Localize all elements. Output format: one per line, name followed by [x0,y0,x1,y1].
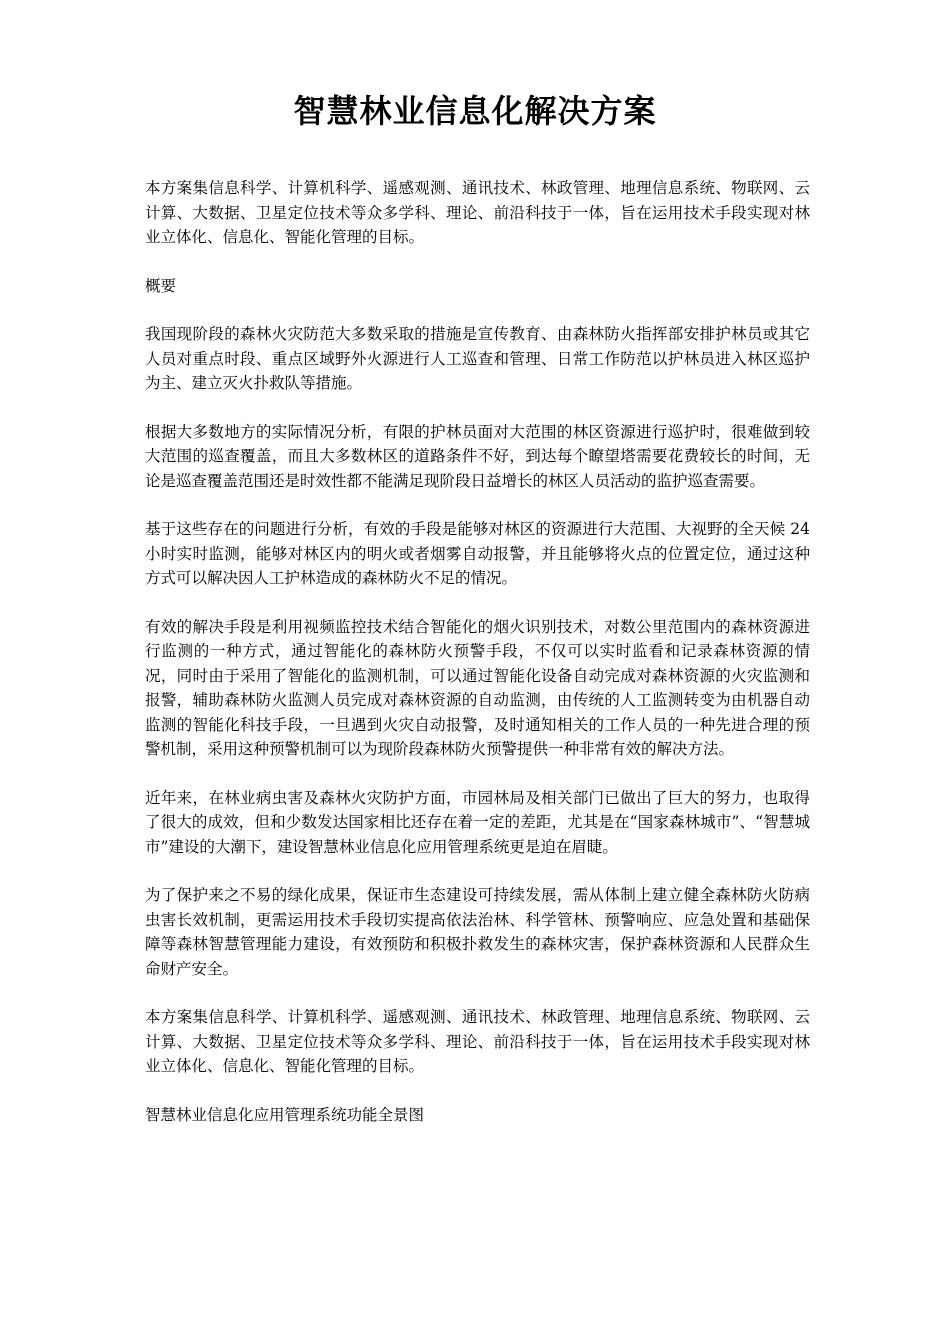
body-paragraph: 根据大多数地方的实际情况分析，有限的护林员面对大范围的林区资源进行巡护时，很难做到较大范围的巡查覆盖，而且大多数林区的道路条件不好，到达每个瞭望塔需要花费较长的时间，无论是巡查覆盖范围还是时效性都不能满足现阶段日益增长的林区人员活动的监护巡查需要。 [145,422,810,490]
body-paragraph: 有效的解决手段是利用视频监控技术结合智能化的烟火识别技术，对数公里范围内的森林资源进行监测的一种方式，通过智能化的森林防火预警手段，不仅可以实时监看和记录森林资源的情况，同时由于采用了智能化的监测机制，可以通过智能化设备自动完成对森林资源的火灾监测和报警，辅助森林防火监测人员完成对森林资源的自动监测，由传统的人工监测转变为由机器自动监测的智能化科技手段，一旦遇到火灾自动报警，及时通知相关的工作人员的一种先进合理的预警机制，采用这种预警机制可以为现阶段森林防火预警提供一种非常有效的解决方法。 [145,617,810,758]
section-heading-overview: 概要 [145,276,177,295]
intro-paragraph: 本方案集信息科学、计算机科学、遥感观测、通讯技术、林政管理、地理信息系统、物联网、云计算、大数据、卫星定位技术等众多学科、理论、前沿科技于一体，旨在运用技术手段实现对林业立体化、信息化、智能化管理的目标。 [145,179,810,246]
body-paragraph: 我国现阶段的森林火灾防范大多数采取的措施是宣传教育、由森林防火指挥部安排护林员或其它人员对重点时段、重点区域野外火源进行人工巡查和管理、日常工作防范以护林员进入林区巡护为主、建立灭火扑救队等措施。 [145,325,810,392]
figure-caption: 智慧林业信息化应用管理系统功能全景图 [145,1105,425,1124]
body-paragraph: 本方案集信息科学、计算机科学、遥感观测、通讯技术、林政管理、地理信息系统、物联网、云计算、大数据、卫星定位技术等众多学科、理论、前沿科技于一体，旨在运用技术手段实现对林业立体化、信息化、智能化管理的目标。 [145,1008,810,1075]
document-title: 智慧林业信息化解决方案 [293,92,657,130]
body-paragraph: 近年来，在林业病虫害及森林火灾防护方面，市园林局及相关部门已做出了巨大的努力，也取得了很大的成效，但和少数发达国家相比还存在着一定的差距，尤其是在“国家森林城市”、“智慧城市”建设的大潮下，建设智慧林业信息化应用管理系统更是迫在眉睫。 [145,788,810,856]
body-paragraph: 基于这些存在的问题进行分析，有效的手段是能够对林区的资源进行大范围、大视野的全天候 24 小时实时监测，能够对林区内的明火或者烟雾自动报警，并且能够将火点的位置定位，通过这种方式可以解决因人工护林造成的森林防火不足的情况。 [145,520,810,587]
document-body [145,176,810,1151]
body-paragraph: 为了保护来之不易的绿化成果，保证市生态建设可持续发展，需从体制上建立健全森林防火防病虫害长效机制，更需运用技术手段切实提高依法治林、科学管林、预警响应、应急处置和基础保障等森林智慧管理能力建设，有效预防和积极扑救发生的森林灾害，保护森林资源和人民群众生命财产安全。 [145,886,810,978]
